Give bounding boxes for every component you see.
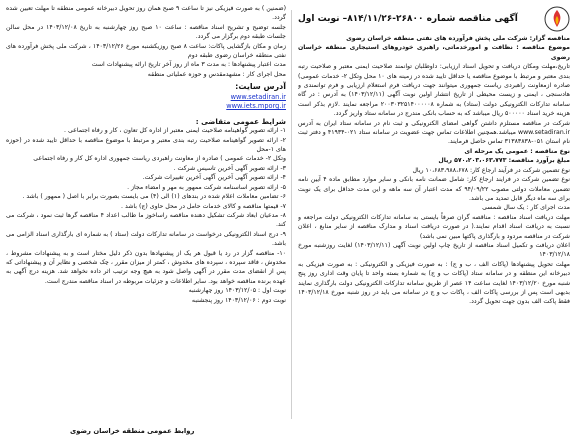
- condition-item: ۵- ارائه تصویر اساسنامه شرکت ممهور به مهر و امضاء مجاز .: [127, 183, 286, 191]
- paragraph-subject: موضوع مناقصه : نظافت و امورخدماتی، راهبری خودروهای استیجاری منطقه خراسان رضوی: [298, 44, 570, 61]
- condition-item: ۴- ارائه تصویر آگهی آخرین آگهی آخرین تغییرات شرکت.: [142, 174, 286, 182]
- condition-item: ۶- تضامین معاملات اعلام شده در بندهای (۱) الی (۴) می بایست بصورت برابر با اصل ( ممهور ) باشد .: [22, 193, 286, 201]
- paragraph-submission-deadline: مهلت تحویل پیشنهادها (پاکات الف ، ب و ج) : به صورت فیزیکی و الکترونیکی : به صورت فیزیکی به دبیرخانه این منطقه و در سامانه ستاد (پاکات ب و ج) به شماره بسته واحد تا پایان وقت اداری روز پنج شنبه مورخ ۱۴۰۳/۱۲/۲۰ لغایت ساعت ۱۴ عصر از طریق سامانه تدارکات الکترونیکی دولت بارگذاری نمایند بدیهی است پس از بررسی پاکات الف ، پاکات ب و ج در سامانه می باید در روز شنبه مورخ ۱۴۰۳/۱۲/۱۸ فقط پاکت الف بدون جهت تحویل گردد.: [298, 260, 570, 306]
- link-setadiran[interactable]: www.setadiran.ir: [230, 93, 286, 102]
- paragraph-opening-time: زمان و مکان بازگشایی پاکات: ساعت ۸ صبح روزیکشنبه مورخ ۱۴۰۳/۱۲/۲۶ ، شرکت ملی پخش فرآورده های نفتی منطقه خراسان رضوی طبقه دوم: [6, 42, 286, 60]
- paragraph-briefing-session: جلسه توضیح و تشریح اسناد مناقصه : ساعت ۱۰ صبح روز چهارشنبه به تاریخ ۱۴۰۳/۱۲/۰۸ در محل سالن جلسات طبقه دوم برگزار می گردد.: [6, 23, 286, 41]
- condition-item: ۸- مدعیان ابعاد شرکت تشکیل دهنده مناقصه راساخوز ما طالب اعداد ۴ مناقصه گرها ثبت نمود ، شرکت می کند.: [6, 211, 286, 229]
- paragraph-document-period: اعلان دریافت و تکمیل اسناد مناقصه از تاریخ چاپ اولین نوبت آگهی (۱۴۰۳/۱۲/۱۱) لغایت روزشنبه مورخ ۱۴۰۳/۱۲/۱۸: [298, 241, 570, 259]
- paragraph-physical-submission: (ضمنین ) به صورت فیزیکی نیز تا ساعت ۹ صبح همان روز تحویل دبیرخانه عمومی منطقه تا مهلت تعیین شده گردد.: [6, 5, 286, 22]
- right-column: [298, 4, 570, 435]
- notice-header: [298, 4, 570, 34]
- condition-item: ۲- ارائه تصویر گواهینامه صلاحیت رتبه بندی معتبر و مرتبط با موضوع مناقصه با حداقل تایید شده در (حوزه های ۱-محل: [6, 136, 286, 154]
- paragraph-duration: مدت اجرای کار : یک سال شمسی: [482, 204, 570, 212]
- condition-item: ۱- ارائه تصویر گواهینامه صلاحیت ایمنی معتبر از اداره کل تعاون ، کار و رفاه اجتماعی .: [64, 127, 286, 135]
- paragraph-documents-time-place: تاریخ،مهلت ومکان دریافت و تحویل اسناد ارزیابی: داوطلبان توانمند صلاحیت ایمنی معتبر و صلاحیت رتبه بندی معتبر و مرتبط با موضوع مناقصه یا حداقل تایید شده در زمینه های ۱۰ محل وتکل ۲- خدمات عمومی) صادره ازمعاونت راهبردی ریاست جمهوری میتوانند جهت دریافت فرم استعلام ارزیابی و فرم توانمندی و هادسنجی ، ایمنی و زیست محیطی از تاریخ انتشار اولین نوبت آگهی (۱۴۰۳/۱۲/۱۱) به آدرس : در گاه سامانه تدارکات الکترونیکی دولت (ستاد) به شماره ۲۰۰۳۰۳۲۵۱۴۰۰۰۰۰۸ مراجعه نمایند .لازم بذکر است هزینه خرید اسناد ۵۰۰۰۰۰ ریال میباشد که به حساب بانکی مندرج در سامانه ستاد واریز گردد.: [298, 63, 570, 118]
- condition-item: ۹- درج اسناد الکترونیکی درخواست در سامانه تدارکات دولت (ستاد ) به شماره ای بارگذاری اسناد الزامی می باشد.: [6, 230, 286, 248]
- paragraph-tender-type: نوع مناقصه : عمومی یک مرحله ای: [464, 147, 570, 155]
- paragraph-guarantee-amount: نوع تضمین شرکت در فرآیند ارجاع کار: ۱۰،۶۸۳،۹۸۸،۶۷۸ ریال: [412, 166, 570, 174]
- company-logo-icon: [544, 6, 570, 32]
- paragraph-tenderer: مناقصه گزار: شرکت ملی پخش فرآورده های نفتی منطقه خراسان رضوی: [346, 35, 570, 42]
- publication-date-first: نوبت اول : ۱۴۰۳/۱۲/۰۵ روز چهارشنبه: [188, 287, 286, 295]
- paragraph-validity: مدت اعتبار پیشنهادها : به مدت ۳ ماه از روز آخر تاریخ ارائه پیشنهادات است: [91, 61, 286, 69]
- condition-item: ۳- ارائه تصویر آگهی آخرین تاسیس شرکت .: [173, 164, 286, 172]
- link-iets[interactable]: www.iets.mporg.ir: [226, 102, 286, 111]
- site-links: [6, 93, 286, 111]
- condition-item: ۷- قیمتها مناقصه و کالای خدمات حامل در محل حاوی (ج) باشد .: [121, 202, 286, 210]
- paragraph-registration: شرکت در مناقصه مستلزم داشتن گواهی امضای الکترونیکی و ثبت نام در سامانه ستاد ایران به آدرس www.setadiran.ir میباشد.همچنین اطلاعات تماس جهت عضویت در سامانه ستاد ۰۲۱-۴۱۹۳۴ و دفتر ثبت نام استان ۰۵۱-۳۱۳۸۳۸۳۸ تماس حاصل فرمایند.: [298, 119, 570, 146]
- paragraph-work-location: محل اجرای کار : مشهدمقدس و حوزه عملیاتی منطقه: [147, 70, 286, 78]
- paragraph-estimate: مبلغ برآورد مناقصه: ۵۷۰،۲۰۳،۰۶۳،۷۷۳ ریال: [438, 157, 570, 165]
- conditions-title: شرایط عمومی متقاضی :: [195, 117, 286, 127]
- left-column: [6, 4, 286, 435]
- paragraph-guarantee-type: نوع تضمین شرکت در فرایند ارجاع کار: شامل ضمانت نامه بانکی و سایر موارد مطابق ماده ۴ آیین نامه تضمین معاملات دولتی مصوب ۹۴/۰۹/۲۲ که مدت اعتبار آن سه ماهه و این مدت حداقل برای یک نوبت برای سه ماه دیگر قابل تمدید می باشد.: [298, 176, 570, 202]
- site-address-title: آدرس سایت:: [235, 82, 286, 92]
- condition-item: وتکل ۲- خدمات عمومی ) صادره از معاونت راهبردی ریاست جمهوری اداره کل کار و رفاه اجتماعی: [33, 155, 286, 163]
- signature: روابط عمومی منطقه خراسان رضوی: [70, 427, 195, 435]
- column-divider: [291, 10, 292, 419]
- condition-item: ۱۰- مناقصه گزار در رد یا قبول هر یک از پیشنهادها بدون ذکر دلیل مختار است و به پیشنهادات مشروط ، مخدوش ، فاقد سپرده ، سپرده های مخدوش ، کمتر از میزان مقرر ، چک شخصی و نظایر آن و پیشنهاداتی که پس از انقضای مدت مقرر در آگهی واصل شود به هیچ وجه ترتیب اثر داده نخواهد شد. هزینه درج آگهی به عهده برنده مناقصه خواهد بود. سایر اطلاعات و جزئیات مربوطه در اسناد مناقصه مندرج است.: [6, 249, 286, 285]
- publication-date-second: نوبت دوم : ۱۴۰۳/۱۲/۰۶ روز پنجشنبه: [191, 296, 286, 304]
- paragraph-document-deadline: مهلت دریافت اسناد مناقصه : مناقصه گران صرفاً بایستی به سامانه تدارکات الکترونیکی دولت مراجعه و نسبت به دریافت اسناد اقدام نمایند.( در صورت دریافت اسناد و مدارک مناقصه از سایر منابع ، اعلان شرکت در مناقصه مردود و بارگذاری پاکتها مبین نمی باشد): [298, 213, 570, 240]
- notice-title: آگهی مناقصه شماره ۲۶۸۰۰-۸۱۴/۱۱/۲۶– نوبت اول: [298, 14, 518, 24]
